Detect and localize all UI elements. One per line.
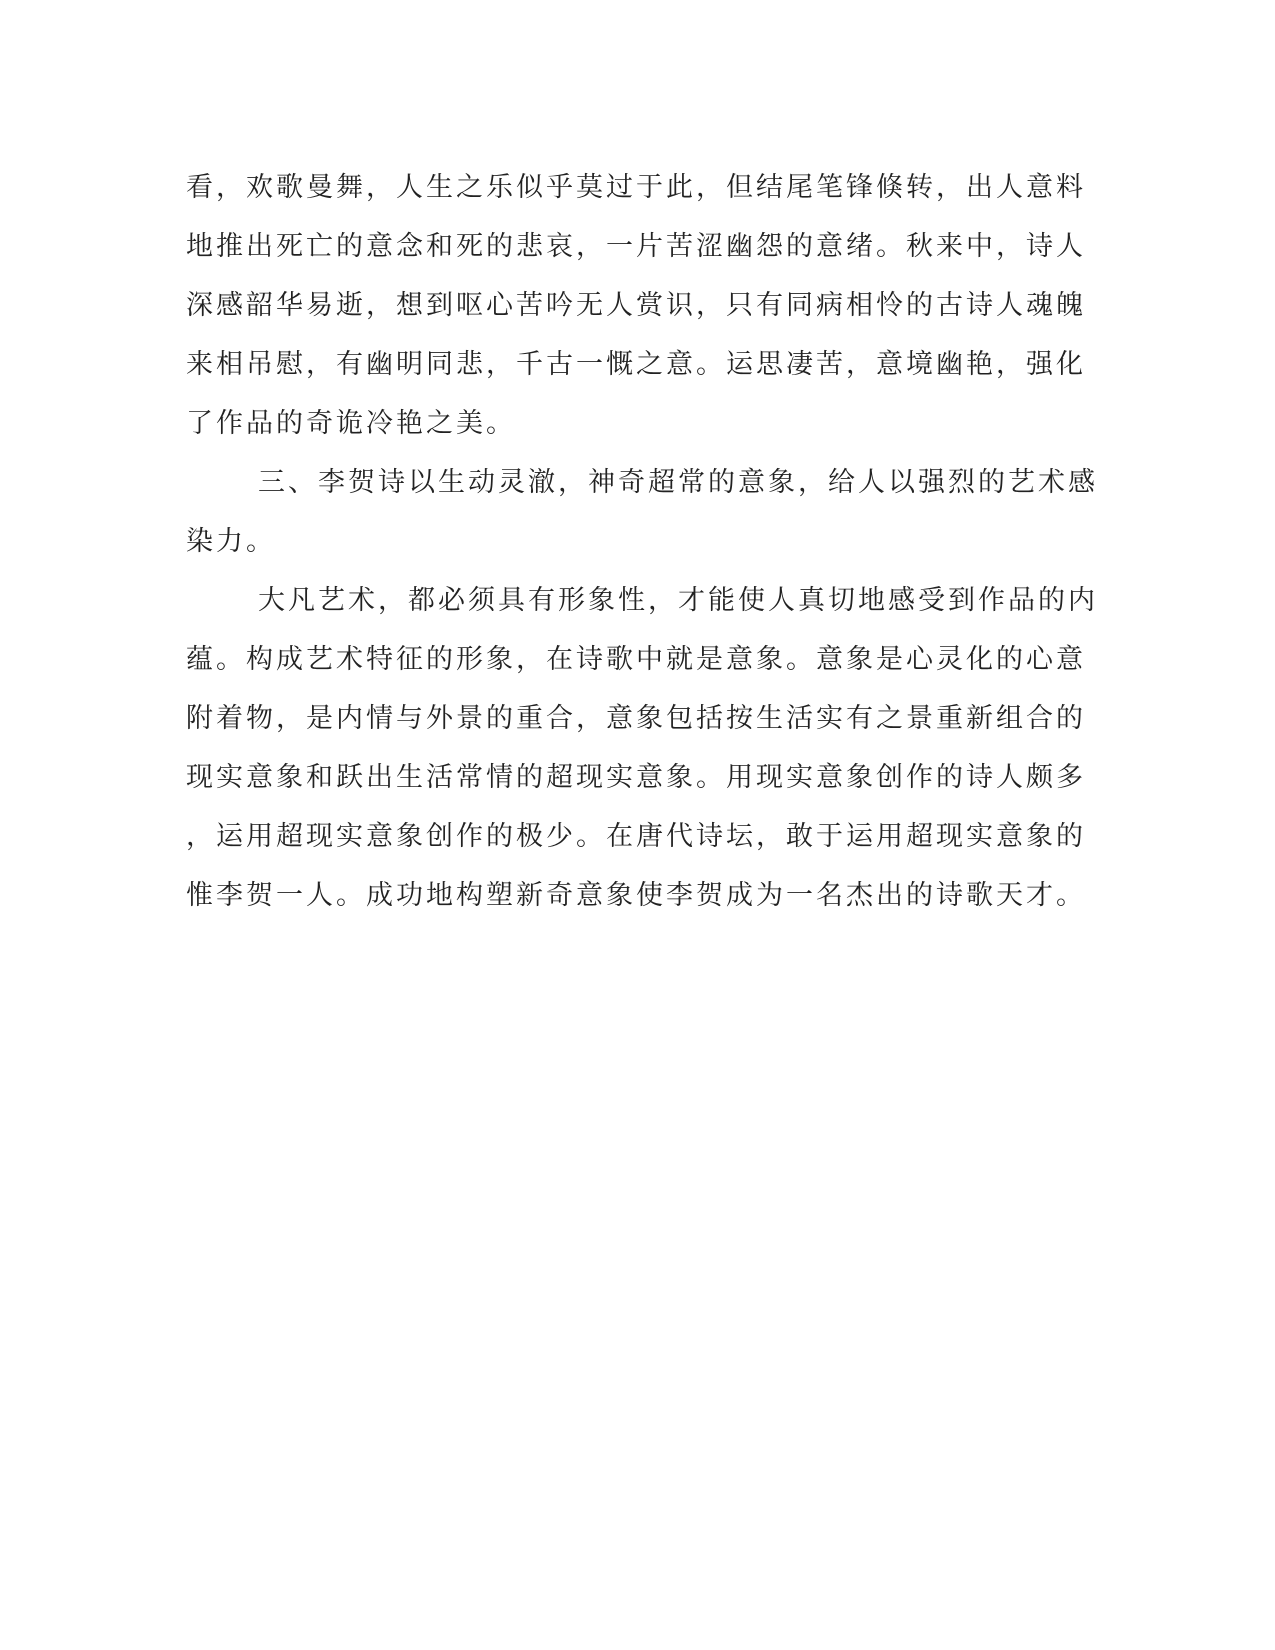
body-paragraph [186,571,1098,925]
text-line: 来相吊慰，有幽明同悲，千古一慨之意。运思凄苦，意境幽艳，强化 [186,349,1086,380]
body-text [186,158,1098,925]
text-line: 三、李贺诗以生动灵澈，神奇超常的意象，给人以强烈的艺术感 [258,467,1098,498]
text-line: 现实意象和跃出生活常情的超现实意象。用现实意象创作的诗人颇多 [186,762,1086,793]
text-line: 地推出死亡的意念和死的悲哀，一片苦涩幽怨的意绪。秋来中，诗人 [186,231,1086,262]
text-line: 大凡艺术，都必须具有形象性，才能使人真切地感受到作品的内 [258,585,1098,616]
paragraph-continuation [186,158,1086,453]
text-line: 蕴。构成艺术特征的形象，在诗歌中就是意象。意象是心灵化的心意 [186,644,1086,675]
text-line: 染力。 [186,526,276,557]
text-line: 了作品的奇诡冷艳之美。 [186,408,516,439]
text-line: 惟李贺一人。成功地构塑新奇意象使李贺成为一名杰出的诗歌天才。 [186,880,1086,911]
text-line: ，运用超现实意象创作的极少。在唐代诗坛，敢于运用超现实意象的 [186,821,1086,852]
text-line: 附着物，是内情与外景的重合，意象包括按生活实有之景重新组合的 [186,703,1086,734]
section-heading-paragraph [186,453,1098,571]
text-line: 看，欢歌曼舞，人生之乐似乎莫过于此，但结尾笔锋倏转，出人意料 [186,172,1086,203]
text-line: 深感韶华易逝，想到呕心苦吟无人赏识，只有同病相怜的古诗人魂魄 [186,290,1086,321]
